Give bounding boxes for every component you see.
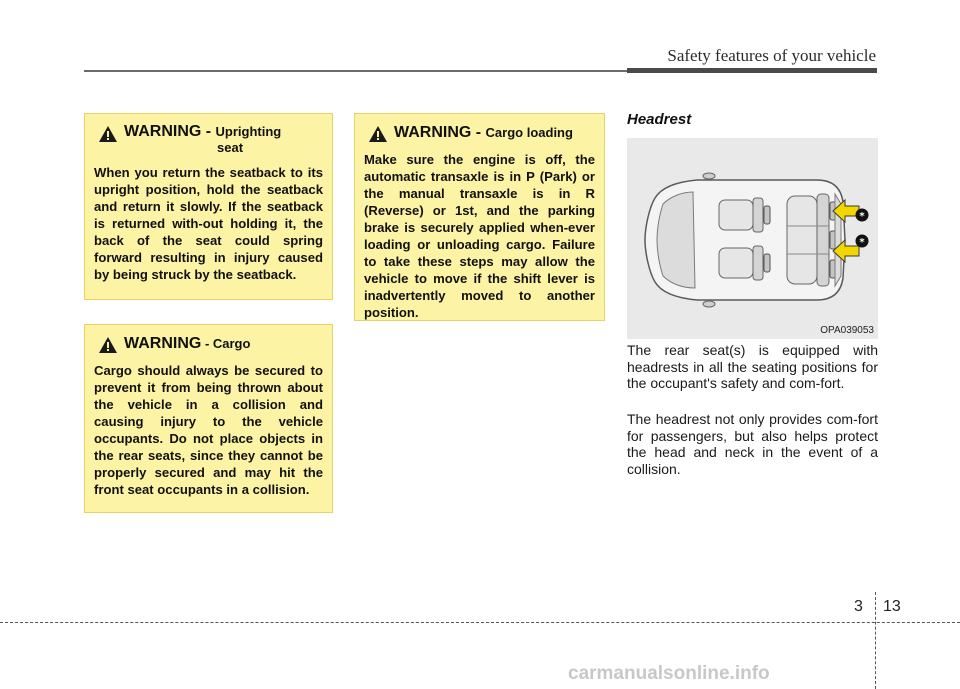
footer-vertical-rule xyxy=(875,592,876,689)
warning-label: WARNING - xyxy=(394,124,486,141)
asterisk-marker-upper-icon xyxy=(855,208,869,222)
warning-cargo-loading xyxy=(354,113,605,321)
warning-topic: - Cargo xyxy=(201,336,251,351)
warning-topic-continued: seat xyxy=(217,140,244,155)
watermark: carmanualsonline.info xyxy=(568,663,770,684)
warning-header xyxy=(98,335,323,354)
warning-triangle-icon xyxy=(98,125,118,143)
chapter-number: 3 xyxy=(854,598,863,615)
page-number: 13 xyxy=(883,598,901,615)
svg-text:*: * xyxy=(859,211,865,222)
headrest-paragraph-2: The headrest not only provides com-fort for passengers, but also helps protect the head and neck in the event of a collision. xyxy=(627,411,878,477)
warning-topic: Uprighting xyxy=(215,124,282,139)
warning-label: WARNING - xyxy=(124,123,216,140)
warning-triangle-icon xyxy=(368,125,388,143)
header-rule-accent xyxy=(627,68,877,73)
warning-body: Cargo should always be secured to prevent it from being thrown about the vehicle in a collision and causing injury to the vehicle occupants. Do not place objects in the rear seats, since they cannot be properly secured and may hit the front seat occupants in a collision. xyxy=(94,363,323,497)
warning-uprighting-seat xyxy=(84,113,333,300)
svg-text:*: * xyxy=(859,237,865,248)
warning-label: WARNING xyxy=(124,335,202,352)
warning-header xyxy=(368,124,595,143)
asterisk-marker-lower-icon xyxy=(855,234,869,248)
warning-body: When you return the seatback to its upright position, hold the seatback and return it slowly. If the seatback is returned with-out holding it, the back of the seat could spring forward resulting in injury caused by being struck by the seatback. xyxy=(94,165,323,282)
warning-topic: Cargo loading xyxy=(485,125,573,140)
headrest-heading: Headrest xyxy=(627,111,692,128)
warning-body: Make sure the engine is off, the automatic transaxle is in P (Park) or the manual transaxle is in R (Reverse) or 1st, and the parking brake is securely applied when-ever loading or unloading cargo. Failure to take these steps may allow the vehicle to move if the shift lever is inadvertently moved to another position. xyxy=(364,152,595,320)
headrest-paragraph-1: The rear seat(s) is equipped with headrests in all the seating positions for the occupant's safety and com-fort. xyxy=(627,342,878,391)
headrest-figure xyxy=(627,138,878,339)
warning-cargo xyxy=(84,324,333,513)
figure-code: OPA039053 xyxy=(820,325,874,336)
warning-header xyxy=(98,124,323,156)
footer-dashed-rule xyxy=(0,622,960,623)
section-title: Safety features of your vehicle xyxy=(667,46,876,65)
warning-triangle-icon xyxy=(98,336,118,354)
